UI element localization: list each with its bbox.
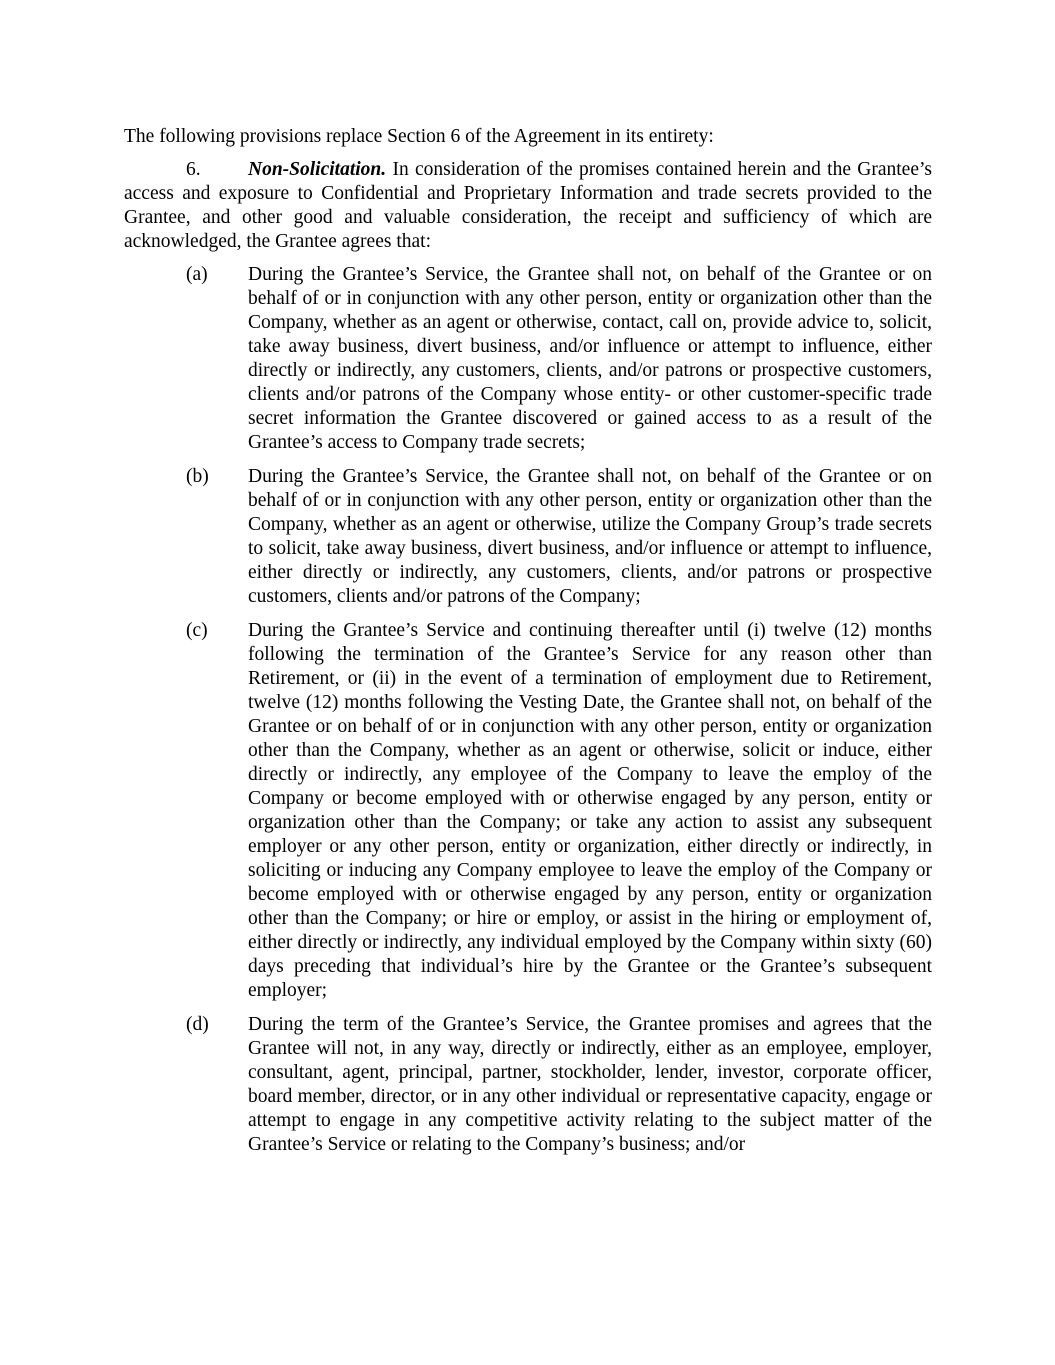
- section-6-paragraph: [124, 158, 932, 254]
- list-item-c: [124, 619, 932, 1003]
- list-item-d: [124, 1013, 932, 1157]
- section-number: 6.: [186, 159, 201, 180]
- item-text: During the term of the Grantee’s Service, the Grantee promises and agrees that the Grantee will not, in any way, directly or indirectly, either as an employee, employer, consultant, agent, principal, partner, stockholder, lender, investor, corporate officer, board member, director, or in any other individual or representative capacity, engage or attempt to engage in any competitive activity relating to the subject matter of the Grantee’s Service or relating to the Company’s business; and/or: [248, 1014, 932, 1155]
- item-text: During the Grantee’s Service, the Grantee shall not, on behalf of the Grantee or on behalf of or in conjunction with any other person, entity or organization other than the Company, whether as an agent or otherwise, contact, call on, provide advice to, solicit, take away business, divert business, and/or influence or attempt to influence, either directly or indirectly, any customers, clients, and/or patrons or prospective customers, clients and/or patrons of the Company whose entity- or other customer-specific trade secret information the Grantee discovered or gained access to as a result of the Grantee’s access to Company trade secrets;: [248, 264, 932, 453]
- item-text: During the Grantee’s Service and continuing thereafter until (i) twelve (12) months following the termination of the Grantee’s Service for any reason other than Retirement, or (ii) in the event of a termination of employment due to Retirement, twelve (12) months following the Vesting Date, the Grantee shall not, on behalf of the Grantee or on behalf of or in conjunction with any other person, entity or organization other than the Company, whether as an agent or otherwise, solicit or induce, either directly or indirectly, any employee of the Company to leave the employ of the Company or become employed with or otherwise engaged by any person, entity or organization other than the Company; or take any action to assist any subsequent employer or any other person, entity or organization, either directly or indirectly, in soliciting or inducing any Company employee to leave the employ of the Company or become employed with or otherwise engaged by any person, entity or organization other than the Company; or hire or employ, or assist in the hiring or employment of, either directly or indirectly, any individual employed by the Company within sixty (60) days preceding that individual’s hire by the Grantee or the Grantee’s subsequent employer;: [248, 620, 932, 1001]
- intro-paragraph: The following provisions replace Section 6 of the Agreement in its entirety:: [124, 126, 714, 147]
- item-label: (b): [186, 466, 209, 487]
- list-item-a: [124, 263, 932, 455]
- section-title: Non-Solicitation.: [248, 159, 387, 180]
- item-text: During the Grantee’s Service, the Grantee shall not, on behalf of the Grantee or on behalf of or in conjunction with any other person, entity or organization other than the Company, whether as an agent or otherwise, utilize the Company Group’s trade secrets to solicit, take away business, divert business, and/or influence or attempt to influence, either directly or indirectly, any customers, clients, and/or patrons or prospective customers, clients and/or patrons of the Company;: [248, 466, 932, 607]
- item-label: (d): [186, 1014, 209, 1035]
- item-label: (c): [186, 620, 208, 641]
- list-item-b: [124, 465, 932, 609]
- document-page: [124, 125, 932, 1167]
- item-label: (a): [186, 264, 208, 285]
- section-text: In consideration of the promises contained herein and the Grantee’s access and exposure to Confidential and Proprietary Information and trade secrets provided to the Grantee, and other good and valuable consideration, the receipt and sufficiency of which are acknowledged, the Grantee agrees that:: [124, 159, 932, 252]
